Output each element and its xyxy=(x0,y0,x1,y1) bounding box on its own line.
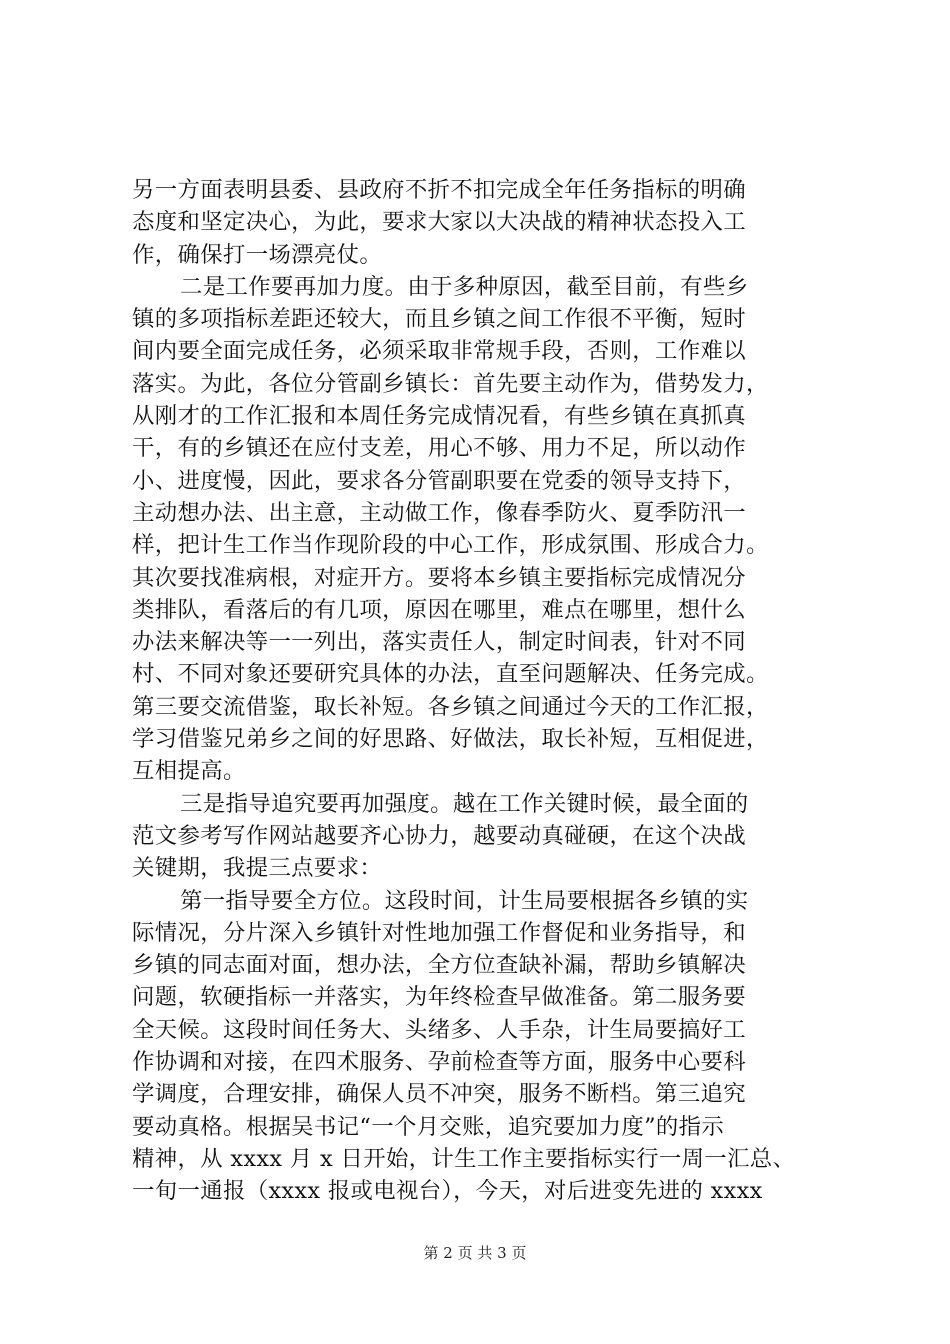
text-line: 互相提高。 xyxy=(132,758,246,785)
text-line: 村、不同对象还要研究具体的办法，直至问题解决、任务完成。 xyxy=(132,661,769,688)
text-line: 要动真格。根据吴书记“一个月交账，追究要加力度”的指示 xyxy=(132,1113,725,1140)
text-line: 乡镇的同志面对面，想办法，全方位查缺补漏，帮助乡镇解决 xyxy=(132,952,746,979)
page-number-footer: 第 2 页 共 3 页 xyxy=(423,1244,527,1262)
text-line: 其次要找准病根，对症开方。要将本乡镇主要指标完成情况分 xyxy=(132,564,746,591)
text-line: 问题，软硬指标一并落实，为年终检查早做准备。第二服务要 xyxy=(132,984,746,1011)
text-line: 镇的多项指标差距还较大，而且乡镇之间工作很不平衡，短时 xyxy=(132,306,746,333)
text-line: 作，确保打一场漂亮仗。 xyxy=(132,241,383,268)
text-line: 主动想办法、出主意，主动做工作，像春季防火、夏季防汛一 xyxy=(132,499,746,526)
text-line: 态度和坚定决心，为此，要求大家以大决战的精神状态投入工 xyxy=(132,209,746,236)
text-line: 关键期，我提三点要求： xyxy=(132,855,383,882)
text-line: 第三要交流借鉴，取长补短。各乡镇之间通过今天的工作汇报， xyxy=(132,693,769,720)
text-line: 一旬一通报（xxxx 报或电视台），今天，对后进变先进的 xxxx xyxy=(132,1178,763,1205)
document-body xyxy=(132,174,832,1208)
text-line: 从刚才的工作汇报和本周任务完成情况看，有些乡镇在真抓真 xyxy=(132,403,746,430)
text-line: 全天候。这段时间任务大、头绪多、人手杂，计生局要搞好工 xyxy=(132,1016,746,1043)
text-line: 精神，从 xxxx 月 x 日开始，计生工作主要指标实行一周一汇总、 xyxy=(132,1145,796,1172)
text-line: 学调度，合理安排，确保人员不冲突，服务不断档。第三追究 xyxy=(132,1081,746,1108)
text-line: 样，把计生工作当作现阶段的中心工作，形成氛围、形成合力。 xyxy=(132,532,769,559)
paragraph-start-line: 二是工作要再加力度。由于多种原因，截至目前，有些乡 xyxy=(180,273,749,300)
paragraph-start-line: 三是指导追究要再加强度。越在工作关键时候，最全面的 xyxy=(180,790,749,817)
text-line: 间内要全面完成任务，必须采取非常规手段，否则，工作难以 xyxy=(132,338,746,365)
text-line: 干，有的乡镇还在应付支差，用心不够、用力不足，所以动作 xyxy=(132,435,746,462)
text-line: 另一方面表明县委、县政府不折不扣完成全年任务指标的明确 xyxy=(132,177,746,203)
paragraph-start-line: 第一指导要全方位。这段时间，计生局要根据各乡镇的实 xyxy=(180,887,749,914)
text-line: 范文参考写作网站越要齐心协力，越要动真碰硬，在这个决战 xyxy=(132,822,746,849)
text-line: 类排队，看落后的有几项，原因在哪里，难点在哪里，想什么 xyxy=(132,596,746,623)
text-line: 办法来解决等一一列出，落实责任人，制定时间表，针对不同 xyxy=(132,629,746,656)
text-line: 际情况，分片深入乡镇针对性地加强工作督促和业务指导，和 xyxy=(132,919,746,946)
text-line: 作协调和对接，在四术服务、孕前检查等方面，服务中心要科 xyxy=(132,1049,746,1076)
text-line: 落实。为此，各位分管副乡镇长：首先要主动作为，借势发力， xyxy=(132,370,769,397)
text-line: 学习借鉴兄弟乡之间的好思路、好做法，取长补短，互相促进， xyxy=(132,726,769,753)
text-line: 小、进度慢，因此，要求各分管副职要在党委的领导支持下， xyxy=(132,467,746,494)
